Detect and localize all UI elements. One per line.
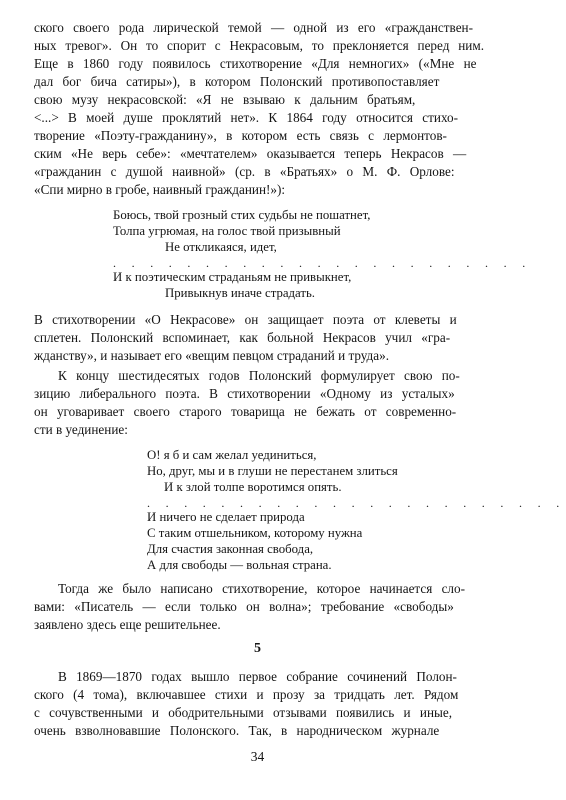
text-line: ским «Не верь себе»: «мечтателем» оказывается теперь Некрасов — (34, 146, 467, 161)
text-line: «гражданин с душой наивной» (ср. в «Братьях» о М. Ф. Орлове: (34, 164, 455, 179)
text-line: ского своего рода лирической темой — одной из его «гражданствен- (34, 20, 473, 35)
verse-line: Не откликаяся, идет, (165, 240, 277, 254)
text-line: «Спи мирно в гробе, наивный гражданин!»): (34, 182, 286, 197)
text-line: дал бог бича сатиры»), в котором Полонский противопоставляет (34, 74, 440, 89)
verse-line: О! я б и сам желал уединиться, (147, 448, 317, 462)
verse-line: Для счастия законная свобода, (147, 542, 314, 556)
text-line: вами: «Писатель — если только он волна»; требование «свободы» (34, 599, 454, 614)
text-line: <...> В моей душе проклятий нет». К 1864 году относится стихо- (34, 110, 459, 125)
text-line: ского (4 тома), включавшее стихи и прозу за тридцать лет. Рядом (34, 687, 459, 702)
text-line: Еще в 1860 году появилось стихотворение «Для немногих» («Мне не (34, 56, 477, 71)
text-line: В 1869—1870 годах вышло первое собрание сочинений Полон- (58, 669, 457, 684)
text-line: очень взволновавшие Полонского. Так, в народническом журнале (34, 723, 440, 738)
verse-line: С таким отшельником, которому нужна (147, 526, 363, 540)
text-line: заявлено здесь еще решительнее. (34, 617, 221, 632)
text-line: он уговаривает своего старого товарища не бежать от современно- (34, 404, 457, 419)
text-line: сти в уединение: (34, 422, 128, 437)
verse-line: Но, друг, мы и в глуши не перестанем злиться (147, 464, 398, 478)
page-number: 34 (250, 749, 265, 764)
text-line: творение «Поэту-гражданину», в котором есть связь с лермонтов- (34, 128, 447, 143)
text-line: ных тревог». Он то спорит с Некрасовым, то преклоняется перед ним. (34, 38, 484, 53)
text-line: сплетен. Полонский вспоминает, как больной Некрасов учил «гра- (34, 330, 451, 345)
text-line: свою музу некрасовской: «Я не взываю к дальним братьям, (34, 92, 416, 107)
verse-line: И к злой толпе воротимся опять. (164, 480, 342, 494)
verse-line: Толпа угрюмая, на голос твой призывный (113, 224, 341, 238)
text-line: К концу шестидесятых годов Полонский формулирует свою по- (58, 368, 460, 383)
section-number: 5 (254, 641, 261, 656)
text-line: Тогда же было написано стихотворение, которое начинается сло- (58, 581, 465, 596)
verse-line: И к поэтическим страданьям не привыкнет, (113, 270, 352, 284)
verse-line: Боюсь, твой грозный стих судьбы не пошатнет, (113, 208, 371, 222)
verse-line: И ничего не сделает природа (147, 510, 305, 524)
text-line: зицию либерального поэта. В стихотворении «Одному из усталых» (34, 386, 455, 401)
text-line: с сочувственными и ободрительными отзывами появились и иные, (34, 705, 453, 720)
verse-line: А для свободы — вольная страна. (147, 558, 332, 572)
ellipsis-row: . . . . . . . . . . . . . . . . . . . . . . . (113, 256, 532, 270)
text-line: В стихотворении «О Некрасове» он защищает поэта от клеветы и (34, 312, 457, 327)
text-line: жданству», и называет его «вещим певцом страданий и труда». (34, 348, 390, 363)
ellipsis-row: . . . . . . . . . . . . . . . . . . . . . . . (147, 496, 566, 510)
verse-line: Привыкнув иначе страдать. (165, 286, 316, 300)
